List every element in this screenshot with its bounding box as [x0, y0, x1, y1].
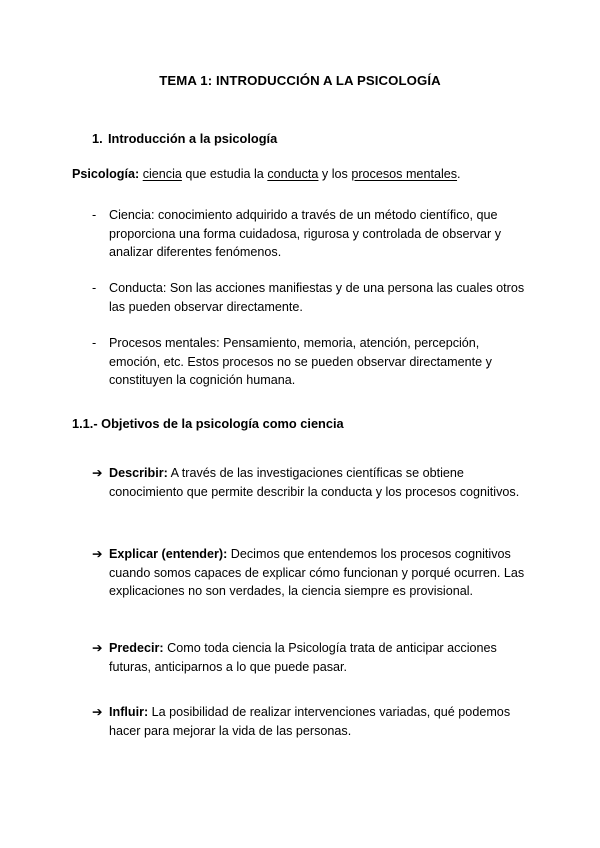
objective-text: Decimos que entendemos los procesos cognitivos cuando somos capaces de explicar cómo funcionan y porqué ocurren. Las explicaciones no son verdades, la ciencia siempre es provisional.	[109, 547, 525, 598]
list-item-procesos-mentales	[92, 334, 532, 390]
objective-predecir	[92, 639, 532, 676]
objective-text: Como toda ciencia la Psicología trata de anticipar acciones futuras, anticiparnos a lo que puede pasar.	[109, 641, 497, 674]
objective-describir	[92, 464, 532, 501]
list-item-text: Conducta: Son las acciones manifiestas y de una persona las cuales otros las pueden observar directamente.	[109, 281, 525, 314]
definition-keyword-conducta: conducta	[267, 167, 319, 181]
definition-text: .	[457, 167, 461, 181]
objective-label: Describir:	[109, 466, 168, 480]
arrow-bullet-icon: ➔	[92, 641, 103, 655]
dash-bullet: -	[92, 336, 97, 350]
objective-text: A través de las investigaciones científicas se obtiene conocimiento que permite describir la conducta y los procesos cognitivos.	[109, 466, 520, 499]
arrow-bullet-icon: ➔	[92, 466, 103, 480]
page-title: TEMA 1: INTRODUCCIÓN A LA PSICOLOGÍA	[159, 73, 441, 88]
section-heading-1	[92, 131, 277, 146]
definition-term: Psicología:	[72, 167, 140, 181]
list-item-text: Ciencia: conocimiento adquirido a través de un método científico, que proporciona una forma cuidadosa, rigurosa y controlada de observar y analizar diferentes fenómenos.	[109, 208, 502, 259]
list-item-text: Procesos mentales: Pensamiento, memoria, atención, percepción, emoción, etc. Estos procesos no se pueden observar directamente y constituyen la cognición humana.	[109, 336, 492, 387]
dash-bullet: -	[92, 208, 97, 222]
definition-keyword-ciencia: ciencia	[142, 167, 182, 181]
objective-label: Influir:	[109, 705, 149, 719]
definition-text: y los	[318, 167, 352, 181]
objective-explicar	[92, 545, 532, 601]
definition-text: que estudia la	[181, 167, 268, 181]
dash-bullet: -	[92, 281, 97, 295]
objective-text: La posibilidad de realizar intervenciones variadas, qué podemos hacer para mejorar la vida de las personas.	[109, 705, 511, 738]
arrow-bullet-icon: ➔	[92, 705, 103, 719]
objective-label: Predecir:	[109, 641, 164, 655]
list-item-ciencia	[92, 206, 532, 262]
section-heading-1-1: 1.1.- Objetivos de la psicología como ciencia	[72, 416, 344, 431]
objective-influir	[92, 703, 532, 740]
section-heading-text: Introducción a la psicología	[108, 131, 278, 146]
section-number: 1.	[92, 131, 103, 146]
psychology-definition	[72, 167, 461, 181]
arrow-bullet-icon: ➔	[92, 547, 103, 561]
definition-keyword-procesos: procesos mentales	[351, 167, 458, 181]
objective-label: Explicar (entender):	[109, 547, 228, 561]
list-item-conducta	[92, 279, 532, 316]
